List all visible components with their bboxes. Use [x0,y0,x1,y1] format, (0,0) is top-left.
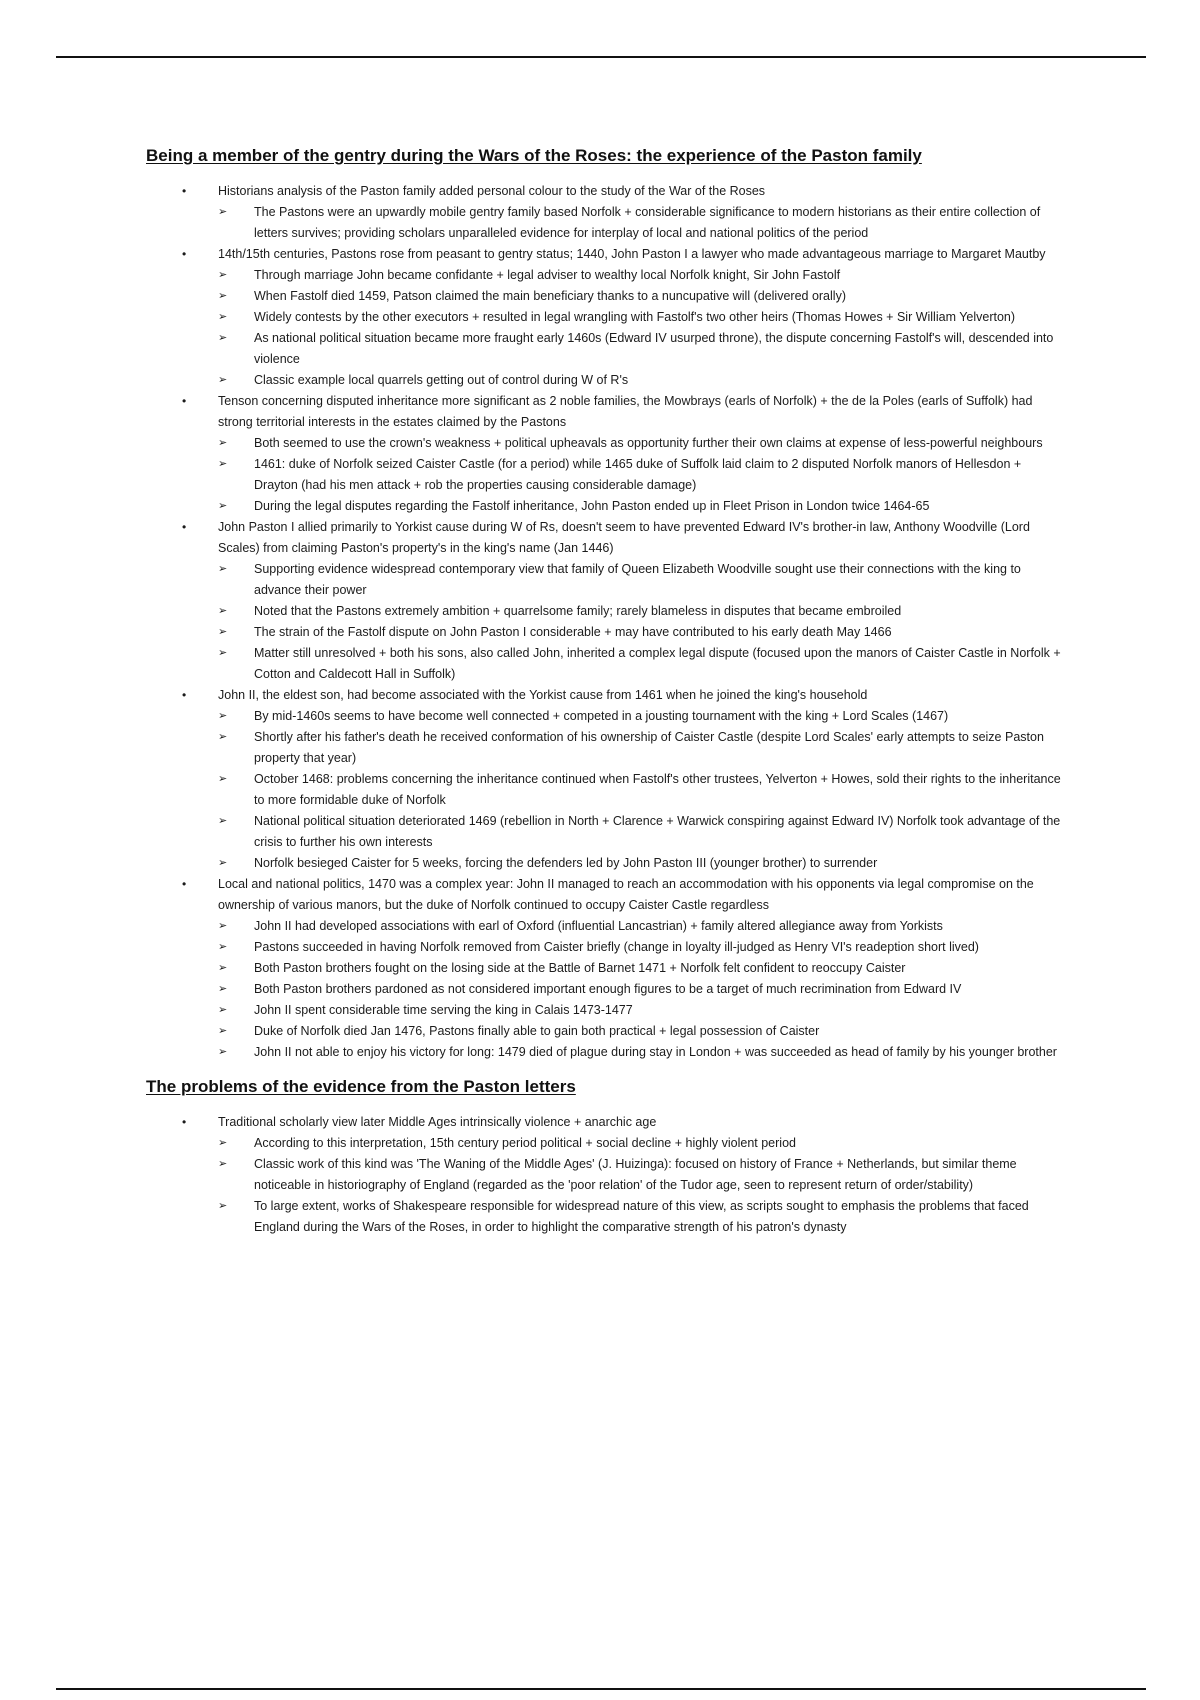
list-item [182,244,1066,391]
bullet-icon: • [182,688,187,702]
sub-bullet-text: Shortly after his father's death he received conformation of his ownership of Caister Castle (despite Lord Scales' early attempts to seize Paston property that year) [254,730,1044,765]
sub-bullet-text: Pastons succeeded in having Norfolk removed from Caister briefly (change in loyalty ill-judged as Henry VI's readeption short lived) [254,940,979,954]
arrow-bullet-icon: ➢ [218,437,228,449]
sub-list-item [218,370,1066,391]
arrow-bullet-icon: ➢ [218,731,228,743]
sub-bullet-text: Supporting evidence widespread contemporary view that family of Queen Elizabeth Woodville sought use their connections with the king to advance their power [254,562,1021,597]
list-item [182,517,1066,685]
sub-bullet-text: The strain of the Fastolf dispute on John Paston I considerable + may have contributed to his early death May 1466 [254,625,892,639]
sub-bullet-text: October 1468: problems concerning the inheritance continued when Fastolf's other trustees, Yelverton + Howes, sold their rights to the inheritance to more formidable duke of Norfolk [254,772,1061,807]
sub-bullet-text: Through marriage John became confidante + legal adviser to wealthy local Norfolk knight, Sir John Fastolf [254,268,841,282]
sub-bullet-text: Classic example local quarrels getting out of control during W of R's [254,373,629,387]
arrow-bullet-icon: ➢ [218,1200,228,1212]
arrow-bullet-icon: ➢ [218,626,228,638]
section-title: Being a member of the gentry during the Wars of the Roses: the experience of the Paston family [146,146,922,165]
bottom-rule [56,1688,1146,1690]
sub-bullet-text: 1461: duke of Norfolk seized Caister Castle (for a period) while 1465 duke of Suffolk laid claim to 2 disputed Norfolk manors of Hellesdon + Drayton (had his men attack + rob the properties causing considerable damage) [254,457,1022,492]
arrow-bullet-icon: ➢ [218,374,228,386]
arrow-bullet-icon: ➢ [218,962,228,974]
arrow-bullet-icon: ➢ [218,920,228,932]
sub-list-item [218,643,1066,685]
arrow-bullet-icon: ➢ [218,815,228,827]
sub-bullet-text: John II had developed associations with earl of Oxford (influential Lancastrian) + family altered allegiance away from Yorkists [254,919,943,933]
sub-list-item [218,1133,1066,1154]
sub-bullet-text: According to this interpretation, 15th century period political + social decline + highly violent period [254,1136,796,1150]
arrow-bullet-icon: ➢ [218,563,228,575]
bullet-icon: • [182,394,187,408]
sub-bullet-text: Both Paston brothers fought on the losing side at the Battle of Barnet 1471 + Norfolk felt confident to reoccupy Caister [254,961,906,975]
sub-list-item [218,496,1066,517]
sub-list-item [218,1154,1066,1196]
sub-list-item [218,1042,1066,1063]
sub-bullet-text: During the legal disputes regarding the Fastolf inheritance, John Paston ended up in Fleet Prison in London twice 1464-65 [254,499,930,513]
sub-list-item [218,559,1066,601]
sub-list-item [218,811,1066,853]
sub-list-item [218,307,1066,328]
bullet-text: Tenson concerning disputed inheritance more significant as 2 noble families, the Mowbrays (earls of Norfolk) + the de la Poles (earls of Suffolk) had strong territorial interests in the estates claimed by the Pastons [218,394,1033,429]
sub-list-item [218,1000,1066,1021]
arrow-bullet-icon: ➢ [218,1025,228,1037]
bullet-text: Local and national politics, 1470 was a complex year: John II managed to reach an accommodation with his opponents via legal compromise on the ownership of various manors, but the duke of Norfolk continued to occupy Caister Castle regardless [218,877,1034,912]
sub-list-item [218,769,1066,811]
arrow-bullet-icon: ➢ [218,1158,228,1170]
sub-bullet-list [218,706,1066,874]
arrow-bullet-icon: ➢ [218,773,228,785]
arrow-bullet-icon: ➢ [218,605,228,617]
bullet-text: Traditional scholarly view later Middle Ages intrinsically violence + anarchic age [218,1115,657,1129]
sub-bullet-text: When Fastolf died 1459, Patson claimed the main beneficiary thanks to a nuncupative will (delivered orally) [254,289,846,303]
sub-list-item [218,622,1066,643]
sub-list-item [218,979,1066,1000]
sub-list-item [218,265,1066,286]
arrow-bullet-icon: ➢ [218,206,228,218]
bullet-icon: • [182,184,187,198]
list-item [182,181,1066,244]
sub-bullet-text: Widely contests by the other executors + resulted in legal wrangling with Fastolf's two other heirs (Thomas Howes + Sir William Yelverton) [254,310,1016,324]
sub-bullet-text: As national political situation became more fraught early 1460s (Edward IV usurped throne), the dispute concerning Fastolf's will, descended into violence [254,331,1054,366]
sub-list-item [218,1196,1066,1238]
sub-bullet-list [218,916,1066,1063]
sub-list-item [218,916,1066,937]
arrow-bullet-icon: ➢ [218,1046,228,1058]
sub-bullet-text: The Pastons were an upwardly mobile gentry family based Norfolk + considerable significance to modern historians as their entire collection of letters survives; providing scholars unparalleled evidence for interplay of local and national politics of the period [254,205,1041,240]
arrow-bullet-icon: ➢ [218,269,228,281]
arrow-bullet-icon: ➢ [218,1004,228,1016]
bullet-icon: • [182,520,187,534]
sub-bullet-list [218,559,1066,685]
sub-bullet-list [218,1133,1066,1238]
section-title: The problems of the evidence from the Paston letters [146,1077,576,1096]
arrow-bullet-icon: ➢ [218,500,228,512]
arrow-bullet-icon: ➢ [218,647,228,659]
sub-bullet-text: John II not able to enjoy his victory for long: 1479 died of plague during stay in London + was succeeded as head of family by his younger brother [254,1045,1057,1059]
sub-bullet-list [218,202,1066,244]
sub-bullet-text: By mid-1460s seems to have become well connected + competed in a jousting tournament with the king + Lord Scales (1467) [254,709,949,723]
arrow-bullet-icon: ➢ [218,857,228,869]
sub-list-item [218,727,1066,769]
top-rule [56,56,1146,58]
sub-list-item [218,202,1066,244]
sub-bullet-text: Both seemed to use the crown's weakness + political upheavals as opportunity further their own claims at expense of less-powerful neighbours [254,436,1043,450]
sub-list-item [218,328,1066,370]
arrow-bullet-icon: ➢ [218,332,228,344]
sub-bullet-text: Noted that the Pastons extremely ambition + quarrelsome family; rarely blameless in disputes that became embroiled [254,604,902,618]
arrow-bullet-icon: ➢ [218,458,228,470]
sub-bullet-text: Matter still unresolved + both his sons, also called John, inherited a complex legal dispute (focused upon the manors of Caister Castle in Norfolk + Cotton and Caldecott Hall in Suffolk) [254,646,1061,681]
sub-bullet-list [218,265,1066,391]
list-item [182,391,1066,517]
bullet-text: John Paston I allied primarily to Yorkist cause during W of Rs, doesn't seem to have prevented Edward IV's brother-in law, Anthony Woodville (Lord Scales) from claiming Paston's property's in the king's name (Jan 1446) [218,520,1030,555]
sub-list-item [218,937,1066,958]
list-item [182,1112,1066,1238]
sub-bullet-text: Classic work of this kind was 'The Waning of the Middle Ages' (J. Huizinga): focused on history of France + Netherlands, but similar theme noticeable in historiography of England (regarded as the 'poor relation' of the Tudor age, seen to represent return of order/stability) [254,1157,1017,1192]
sub-list-item [218,958,1066,979]
sub-list-item [218,286,1066,307]
arrow-bullet-icon: ➢ [218,710,228,722]
sub-bullet-text: John II spent considerable time serving the king in Calais 1473-1477 [254,1003,633,1017]
sub-list-item [218,433,1066,454]
sub-list-item [218,601,1066,622]
sub-bullet-text: Duke of Norfolk died Jan 1476, Pastons finally able to gain both practical + legal possession of Caister [254,1024,820,1038]
sub-bullet-text: Both Paston brothers pardoned as not considered important enough figures to be a target of much recrimination from Edward IV [254,982,962,996]
bullet-icon: • [182,1115,187,1129]
sub-list-item [218,853,1066,874]
arrow-bullet-icon: ➢ [218,1137,228,1149]
sub-list-item [218,1021,1066,1042]
bullet-text: John II, the eldest son, had become associated with the Yorkist cause from 1461 when he joined the king's household [218,688,868,702]
sub-bullet-list [218,433,1066,517]
document-page [146,145,1066,1238]
sub-list-item [218,706,1066,727]
bullet-text: 14th/15th centuries, Pastons rose from peasant to gentry status; 1440, John Paston I a lawyer who made advantageous marriage to Margaret Mautby [218,247,1046,261]
arrow-bullet-icon: ➢ [218,290,228,302]
sub-bullet-text: To large extent, works of Shakespeare responsible for widespread nature of this view, as scripts sought to emphasis the problems that faced England during the Wars of the Roses, in order to highlight the comparative strength of his patron's dynasty [254,1199,1029,1234]
sub-bullet-text: Norfolk besieged Caister for 5 weeks, forcing the defenders led by John Paston III (younger brother) to surrender [254,856,878,870]
bullet-list [146,181,1066,1063]
arrow-bullet-icon: ➢ [218,941,228,953]
list-item [182,685,1066,874]
sub-bullet-text: National political situation deteriorated 1469 (rebellion in North + Clarence + Warwick conspiring against Edward IV) Norfolk took advantage of the crisis to further his own interests [254,814,1061,849]
arrow-bullet-icon: ➢ [218,311,228,323]
bullet-icon: • [182,877,187,891]
sub-list-item [218,454,1066,496]
arrow-bullet-icon: ➢ [218,983,228,995]
bullet-list [146,1112,1066,1238]
bullet-text: Historians analysis of the Paston family added personal colour to the study of the War of the Roses [218,184,766,198]
list-item [182,874,1066,1063]
bullet-icon: • [182,247,187,261]
